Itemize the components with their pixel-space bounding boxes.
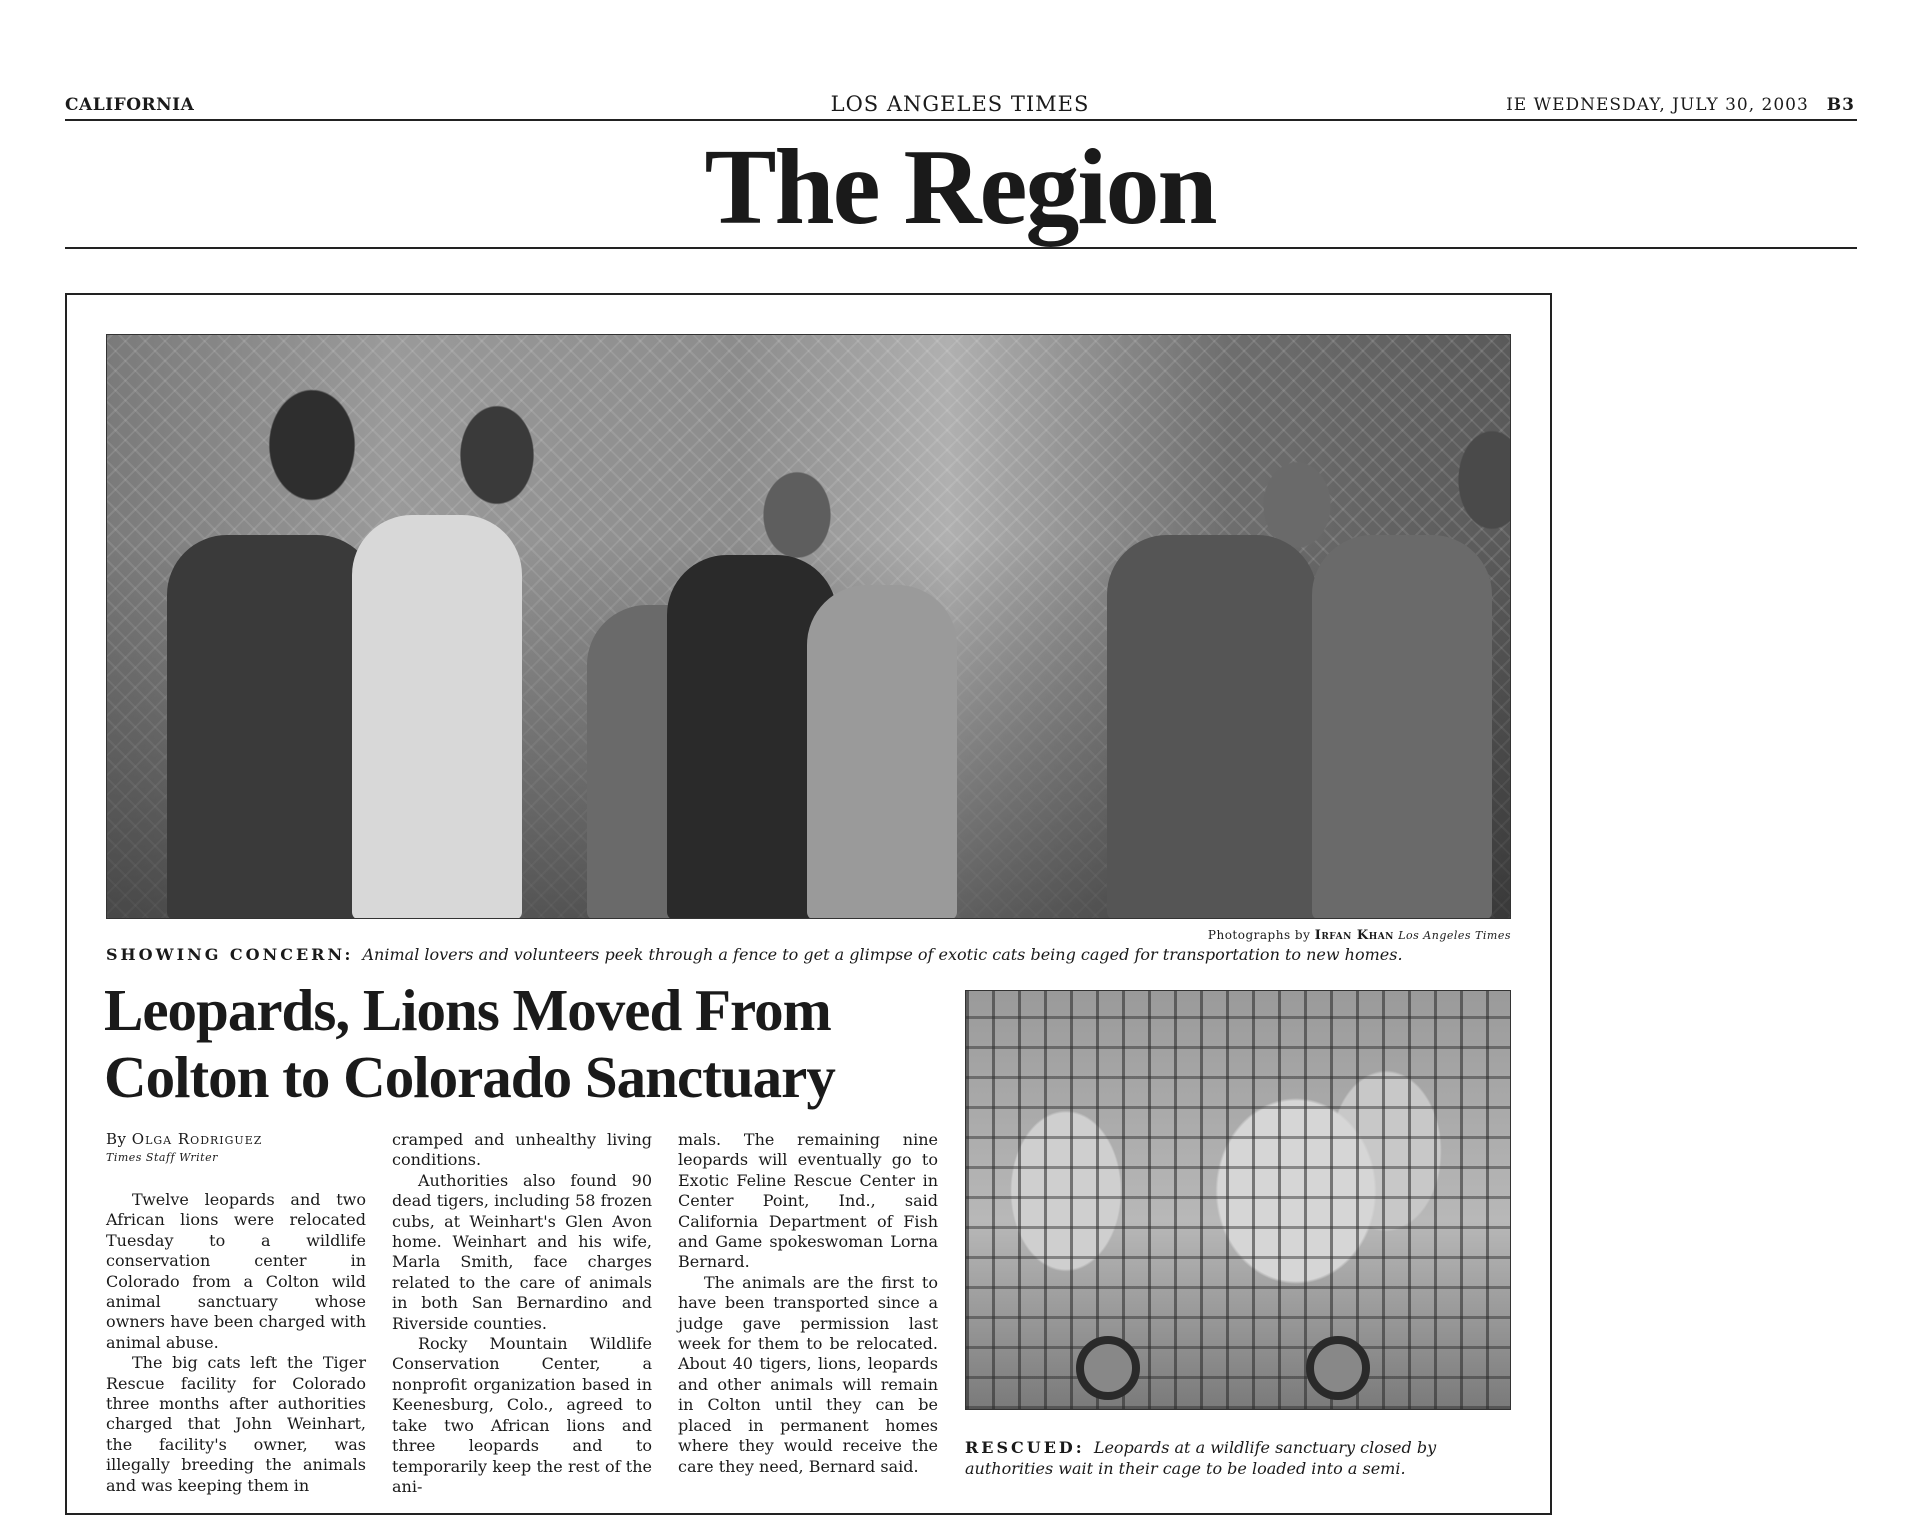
byline-line bbox=[106, 1130, 366, 1148]
main-photo bbox=[106, 334, 1511, 919]
photo-person-6 bbox=[1107, 535, 1317, 919]
byline-author: Olga Rodriguez bbox=[131, 1130, 263, 1148]
header-rule-top bbox=[65, 119, 1857, 121]
article-paragraph-continued: mals. The remaining nine leopards will eventually go to Exotic Feline Rescue Center in Center Point, Ind., said California Department of Fish and Game spokeswoman Lorna Bernard. bbox=[678, 1130, 938, 1272]
article-paragraph: Authorities also found 90 dead tigers, including 58 frozen cubs, at Weinhart's Glen Avon home. Weinhart and his wife, Marla Smith, face charges related to the care of animals in both San Bernardino and Riverside counties. bbox=[392, 1170, 652, 1333]
photo-person-1 bbox=[167, 535, 377, 919]
article-column-3 bbox=[678, 1130, 938, 1477]
section-title: The Region bbox=[704, 128, 1216, 247]
photo-person-5 bbox=[807, 585, 957, 919]
page-number: B3 bbox=[1826, 95, 1855, 115]
main-caption-text: Animal lovers and volunteers peek through a fence to get a glimpse of exotic cats being caged for transportation to new homes. bbox=[362, 945, 1403, 964]
main-photo-caption bbox=[106, 945, 1511, 964]
byline-role: Times Staff Writer bbox=[106, 1151, 218, 1164]
edition-date: IE WEDNESDAY, JULY 30, 2003 bbox=[1506, 95, 1809, 115]
cage-wheel-left bbox=[1076, 1336, 1140, 1400]
cage-caption-text: Leopards at a wildlife sanctuary closed by authorities wait in their cage to be loaded into a semi. bbox=[965, 1438, 1437, 1478]
photo-person-2 bbox=[352, 515, 522, 919]
byline bbox=[106, 1130, 366, 1164]
folio-date-page bbox=[1506, 95, 1855, 115]
credit-outlet: Los Angeles Times bbox=[1398, 929, 1511, 942]
article-headline: Leopards, Lions Moved From Colton to Colorado Sanctuary bbox=[104, 977, 835, 1110]
folio-paper-name: LOS ANGELES TIMES bbox=[830, 92, 1090, 116]
article-paragraph: Rocky Mountain Wildlife Conservation Center, a nonprofit organization based in Keenesburg, Colo., agreed to take two African lions and three leopards and to temporarily keep the rest of the ani- bbox=[392, 1334, 652, 1496]
main-caption-label: SHOWING CONCERN: bbox=[106, 945, 354, 964]
article-paragraph: The big cats left the Tiger Rescue facility for Colorado three months after authorities charged that John Weinhart, the facility's owner, was illegally breeding the animals and was keeping them in bbox=[106, 1353, 366, 1495]
cage-photo bbox=[965, 990, 1511, 1410]
folio-section: CALIFORNIA bbox=[65, 95, 195, 115]
article-paragraph: The animals are the first to have been transported since a judge gave permission last week for them to be relocated. About 40 tigers, lions, leopards and other animals will remain in Colton until they can be placed in permanent homes where they would receive the care they need, Bernard said. bbox=[678, 1272, 938, 1476]
header-rule-bottom bbox=[65, 247, 1857, 249]
article-column-2 bbox=[392, 1130, 652, 1497]
article-paragraph: Twelve leopards and two African lions were relocated Tuesday to a wildlife conservation center in Colorado from a Colton wild animal sanctuary whose owners have been charged with animal abuse. bbox=[106, 1190, 366, 1352]
article-paragraph-continued: cramped and unhealthy living conditions. bbox=[392, 1130, 652, 1170]
photo-credit bbox=[106, 928, 1511, 943]
cage-wheel-right bbox=[1306, 1336, 1370, 1400]
photo-person-7 bbox=[1312, 535, 1492, 919]
article-column-1 bbox=[106, 1190, 366, 1496]
cage-caption-label: RESCUED: bbox=[965, 1438, 1085, 1457]
credit-photographer: Irfan Khan bbox=[1314, 928, 1394, 943]
credit-prefix: Photographs by bbox=[1207, 928, 1311, 942]
byline-prefix: By bbox=[106, 1130, 127, 1148]
cage-photo-caption bbox=[965, 1437, 1485, 1479]
